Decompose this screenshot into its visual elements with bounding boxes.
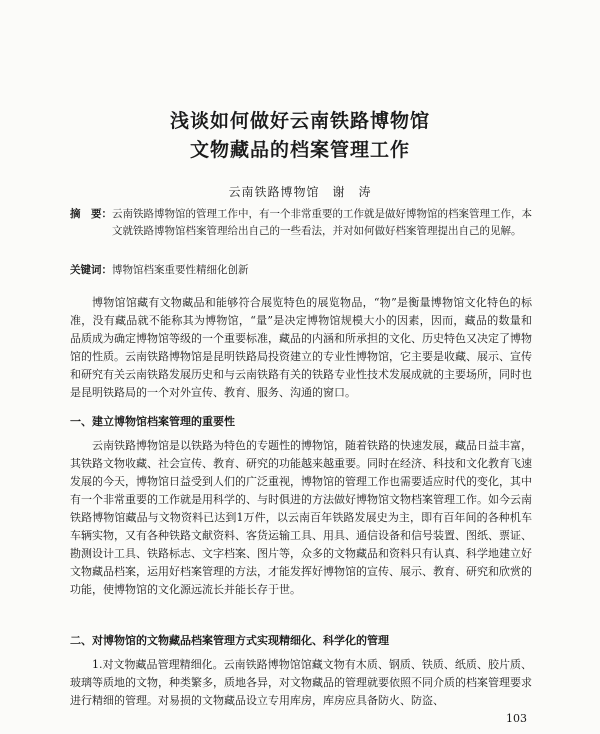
intro-paragraph: 博物馆馆藏有文物藏品和能够符合展览特色的展览物品，“物”是衡量博物馆文化特色的标准，没有藏品就不能称其为博物馆，“量”是决定博物馆规模大小的因素，因而，藏品的数量和品质成为确定博物馆等级的一个重要标准，藏品的内涵和所承担的文化、历史特色又决定了博物馆的性质。云南铁路博物馆是昆明铁路局投资建立的专业性博物馆，它主要是收藏、展示、宣传和研究有关云南铁路发展历史和与云南铁路有关的铁路专业性技术发展成就的主要场所，同时也是昆明铁路局的一个对外宣传、教育、服务、沟通的窗口。 <box>70 296 532 399</box>
section-heading-1: 一、建立博物馆档案管理的重要性 <box>70 415 235 428</box>
section-heading-2: 二、对博物馆的文物藏品档案管理方式实现精细化、科学化的管理 <box>70 634 389 647</box>
abstract-label: 摘 要： <box>70 208 112 220</box>
article-title-line-1: 浅谈如何做好云南铁路博物馆 <box>169 110 430 132</box>
keywords-label: 关键词： <box>70 264 112 276</box>
author-affiliation: 云南铁路博物馆 谢 涛 <box>228 185 372 199</box>
abstract-text: 云南铁路博物馆的管理工作中，有一个非常重要的工作就是做好博物馆的档案管理工作，本文就铁路博物馆档案管理给出自己的一些看法，并对如何做好档案管理提出自己的见解。 <box>112 208 532 237</box>
section-1-paragraph: 云南铁路博物馆是以铁路为特色的专题性的博物馆，随着铁路的快速发展，藏品日益丰富，其铁路文物收藏、社会宣传、教育、研究的功能越来越重要。同时在经济、科技和文化教育飞速发展的今天，博物馆日益受到人们的广泛重视，博物馆的管理工作也需要适应时代的变化，其中有一个非常重要的工作就是用科学的、与时俱进的方法做好博物馆文物档案管理工作。如今云南铁路博物馆藏品与文物资料已达到1万件，以云南百年铁路发展史为主，即有百年间的各种机车车辆实物，又有各种铁路文献资料、客货运输工具、用具、通信设备和信号装置、图纸、票证、勘测设计工具、铁路标志、文字档案、图片等，众多的文物藏品和资料只有认真、科学地建立好文物藏品档案，运用好档案管理的方法，才能发挥好博物馆的宣传、展示、教育、研究和欣赏的功能，使博物馆的文化源远流长并能长存于世。 <box>70 439 532 596</box>
abstract-block <box>70 206 540 240</box>
keywords-text: 博物馆档案重要性精细化创新 <box>112 264 249 276</box>
section-2-paragraph: 1.对文物藏品管理精细化。云南铁路博物馆馆藏文物有木质、钢质、铁质、纸质、胶片质、玻璃等质地的文物，种类繁多，质地各异，对文物藏品的管理就要依照不同介质的档案管理要求进行精细的管理。对易损的文物藏品设立专用库房，库房应具备防火、防盗、 <box>70 658 532 707</box>
keywords-line <box>70 262 249 277</box>
page-number: 103 <box>506 712 527 725</box>
article-title-line-2: 文物藏品的档案管理工作 <box>189 139 410 161</box>
